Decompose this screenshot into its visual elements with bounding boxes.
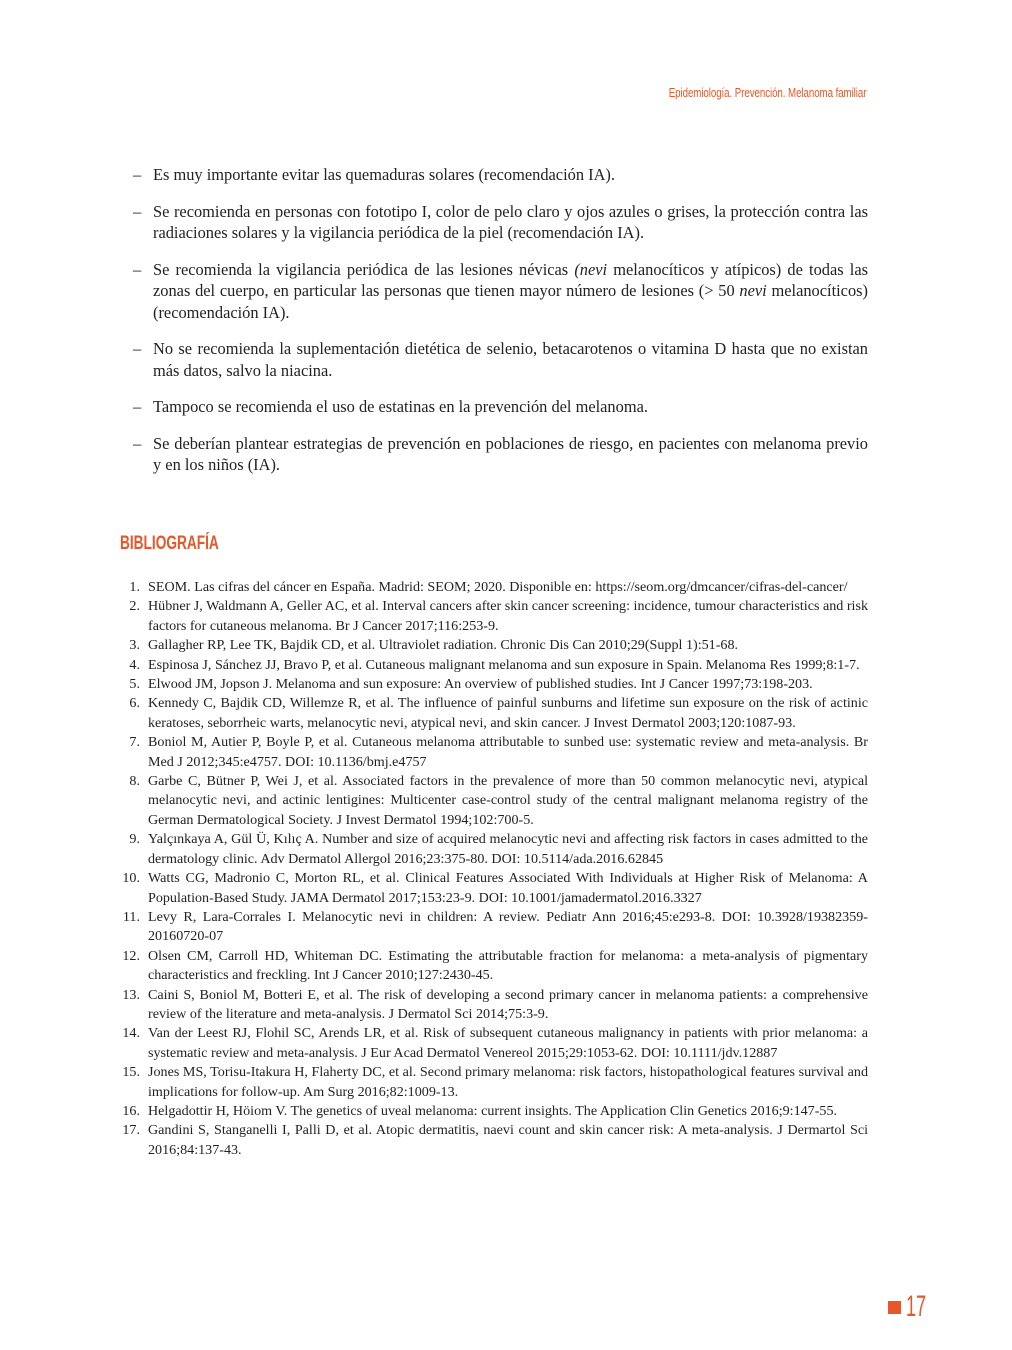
reference-number: 13. <box>122 986 140 1003</box>
bibliography-heading: BIBLIOGRAFÍA <box>120 533 219 554</box>
dash-marker: – <box>133 259 142 279</box>
recommendations-list <box>133 164 868 491</box>
reference-item <box>116 947 868 986</box>
page-footer <box>888 1292 939 1322</box>
orange-square-icon <box>888 1301 901 1314</box>
reference-number: 1. <box>129 579 140 595</box>
recommendation-text: Tampoco se recomienda el uso de estatinas en la prevención del melanoma. <box>153 397 648 416</box>
reference-item <box>116 986 868 1025</box>
reference-text: Helgadottir H, Höiom V. The genetics of uveal melanoma: current insights. The Application Clin Genetics 2016;9:147-55. <box>148 1102 838 1119</box>
reference-item <box>116 1063 868 1102</box>
reference-text: Elwood JM, Jopson J. Melanoma and sun exposure: An overview of published studies. Int J Cancer 1997;73:198-203. <box>148 676 813 693</box>
reference-text: Gallagher RP, Lee TK, Bajdik CD, et al. Ultraviolet radiation. Chronic Dis Can 2010;29(Suppl 1):51-68. <box>148 637 739 654</box>
recommendation-item <box>133 201 868 244</box>
recommendation-item <box>133 338 868 381</box>
dash-marker: – <box>133 397 142 416</box>
reference-text: Caini S, Boniol M, Botteri E, et al. The risk of developing a second primary cancer in melanoma patients: a comprehensive review of the literature and meta-analysis. J Dermatol Sci 2014;75:3-9. <box>148 986 868 1022</box>
reference-text: Kennedy C, Bajdik CD, Willemze R, et al. The influence of painful sunburns and lifetime sun exposure on the risk of actinic keratoses, seborrheic warts, melanocytic nevi, atypical nevi, and skin cancer. J Invest Dermatol 2003;120:1087-93. <box>148 695 868 731</box>
reference-number: 14. <box>122 1025 140 1042</box>
recommendation-text-italic: nevi <box>739 281 767 300</box>
recommendation-item <box>133 396 868 418</box>
reference-number: 15. <box>122 1064 140 1081</box>
reference-number: 16. <box>122 1102 140 1119</box>
reference-number: 5. <box>129 676 140 693</box>
recommendation-text: Es muy importante evitar las quemaduras solares (recomendación IA). <box>153 165 615 184</box>
reference-item <box>116 733 868 772</box>
reference-number: 3. <box>129 637 140 654</box>
reference-number: 10. <box>122 870 140 887</box>
reference-number: 17. <box>122 1122 140 1139</box>
reference-text: Olsen CM, Carroll HD, Whiteman DC. Estimating the attributable fraction for melanoma: a meta-analysis of pigmentary characteristics and freckling. Int J Cancer 2010;127:2430-45. <box>148 947 868 984</box>
reference-text: SEOM. Las cifras del cáncer en España. Madrid: SEOM; 2020. Disponible en: https://seom.org/dmcancer/cifras-del-cancer/ <box>148 579 848 595</box>
reference-item <box>116 908 868 947</box>
dash-marker: – <box>133 433 142 453</box>
recommendation-text-mid: melanocíticos y atípicos) de todas las zonas del cuerpo, en particular las personas que tienen mayor número de lesiones (> 50 <box>153 259 869 300</box>
reference-list <box>116 578 868 1160</box>
reference-number: 12. <box>122 947 140 964</box>
recommendation-text: No se recomienda la suplementación dietética de selenio, betacarotenos o vitamina D hasta que no existan más datos, salvo la niacina. <box>153 339 868 380</box>
reference-item <box>116 1024 868 1063</box>
recommendation-text-italic: (nevi <box>574 259 608 279</box>
dash-marker: – <box>133 201 142 221</box>
reference-text: Yalçınkaya A, Gül Ü, Kılıç A. Number and size of acquired melanocytic nevi and affecting risk factors in cases admitted to the dermatology clinic. Adv Dermatol Allergol 2016;23:375-80. DOI: 10.5114/ada.2016.62845 <box>148 831 868 867</box>
reference-number: 11. <box>122 908 140 925</box>
reference-number: 7. <box>129 734 140 751</box>
reference-text: Garbe C, Bütner P, Wei J, et al. Associated factors in the prevalence of more than 50 common melanocytic nevi, atypical melanocytic nevi, and actinic lentigines: Multicenter case-control study of the central malignant melanoma registry of the German Dermatological Society. J Invest Dermatol 1994;102:700-5. <box>148 773 868 828</box>
reference-text: Espinosa J, Sánchez JJ, Bravo P, et al. Cutaneous malignant melanoma and sun exposure in Spain. Melanoma Res 1999;8:1-7. <box>148 656 860 673</box>
dash-marker: – <box>133 339 142 358</box>
page-number: 17 <box>906 1290 927 1323</box>
reference-number: 6. <box>129 695 140 712</box>
reference-item <box>116 869 868 908</box>
recommendation-item <box>133 433 868 476</box>
reference-item <box>116 1121 868 1160</box>
reference-item <box>116 830 868 869</box>
reference-item <box>116 597 868 636</box>
reference-number: 8. <box>129 773 140 790</box>
reference-text: Gandini S, Stanganelli I, Palli D, et al. Atopic dermatitis, naevi count and skin cancer risk: A meta-analysis. J Dermartol Sci 2016;84:137-43. <box>148 1122 868 1158</box>
recommendation-item <box>133 259 868 324</box>
reference-text: Watts CG, Madronio C, Morton RL, et al. Clinical Features Associated With Individuals at Higher Risk of Melanoma: A Population-Based Study. JAMA Dermatol 2017;153:23-9. DOI: 10.1001/jamadermatol.2016.3327 <box>148 870 868 906</box>
recommendation-text: Se deberían plantear estrategias de prevención en poblaciones de riesgo, en pacientes con melanoma previo y en los niños (IA). <box>153 433 868 474</box>
reference-text: Boniol M, Autier P, Boyle P, et al. Cutaneous melanoma attributable to sunbed use: systematic review and meta-analysis. Br Med J 2012;345:e4757. DOI: 10.1136/bmj.e4757 <box>148 734 868 770</box>
reference-item <box>116 1102 868 1121</box>
reference-text: Hübner J, Waldmann A, Geller AC, et al. Interval cancers after skin cancer screening: incidence, tumour characteristics and risk factors for cutaneous melanoma. Br J Cancer 2017;116:253-9. <box>148 598 868 634</box>
reference-number: 2. <box>129 598 140 615</box>
reference-item <box>116 636 868 655</box>
reference-item <box>116 772 868 830</box>
recommendation-text: Se recomienda en personas con fototipo I, color de pelo claro y ojos azules o grises, la protección contra las radiaciones solares y la vigilancia periódica de la piel (recomendación IA). <box>153 201 868 242</box>
reference-item <box>116 578 868 597</box>
reference-number: 4. <box>129 656 140 673</box>
reference-text: Levy R, Lara-Corrales I. Melanocytic nevi in children: A review. Pediatr Ann 2016;45:e293-8. DOI: 10.3928/19382359-20160720-07 <box>148 908 868 945</box>
running-header: Epidemiología. Prevención. Melanoma familiar <box>668 86 866 100</box>
recommendation-text-post: melanocíticos) (recomendación IA). <box>153 281 868 322</box>
dash-marker: – <box>133 165 142 184</box>
reference-text: Van der Leest RJ, Flohil SC, Arends LR, et al. Risk of subsequent cutaneous malignancy in patients with prior melanoma: a systematic review and meta-analysis. J Eur Acad Dermatol Venereol 2015;29:1053-62. DOI: 10.1111/jdv.12887 <box>148 1025 868 1061</box>
recommendation-item <box>133 164 868 186</box>
recommendation-text-pre: Se recomienda la vigilancia periódica de las lesiones névicas <box>153 259 575 279</box>
reference-number: 9. <box>129 831 140 848</box>
reference-item <box>116 656 868 675</box>
reference-item <box>116 675 868 694</box>
reference-text: Jones MS, Torisu-Itakura H, Flaherty DC, et al. Second primary melanoma: risk factors, histopathological features survival and implications for follow-up. Am Surg 2016;82:1009-13. <box>148 1064 868 1100</box>
reference-item <box>116 694 868 733</box>
